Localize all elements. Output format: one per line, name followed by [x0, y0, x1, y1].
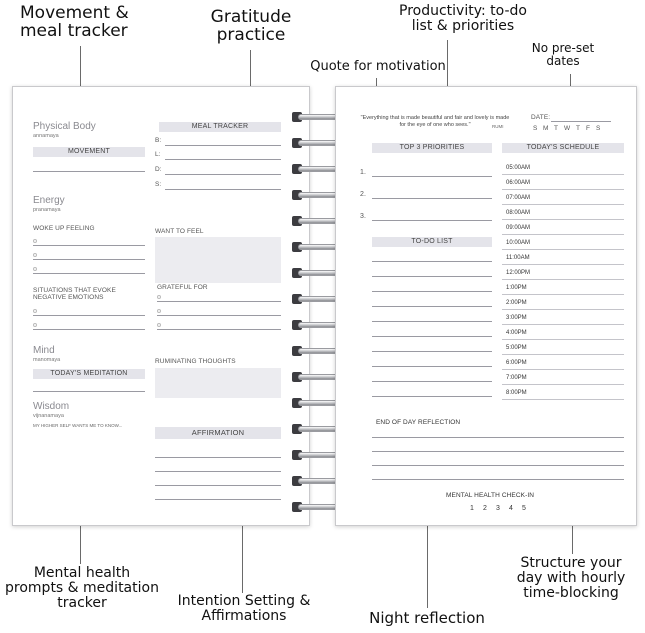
hour-label: 2:00PM: [506, 300, 527, 306]
meditation-header: TODAY'S MEDITATION: [33, 369, 145, 379]
woke-up-bullet: [33, 253, 37, 257]
ruminating-label: RUMINATING THOUGHTS: [155, 358, 236, 365]
quote-author: RUMI: [492, 124, 504, 129]
ruminating-box: [155, 368, 281, 398]
hour-line: [502, 174, 624, 175]
date-label: DATE:: [531, 114, 551, 121]
todo-line: [372, 291, 492, 292]
hour-label: 11:00AM: [506, 255, 530, 261]
callout-productivity: Productivity: to-do list & priorities: [399, 3, 527, 35]
negative-situations-label: SITUATIONS THAT EVOKE NEGATIVE EMOTIONS: [33, 287, 116, 301]
hour-line: [502, 204, 624, 205]
todo-list-header: TO-DO LIST: [372, 237, 492, 247]
todo-line: [372, 321, 492, 322]
priority-line: [372, 220, 492, 221]
reflection-line: [372, 451, 624, 452]
hour-label: 05:00AM: [506, 165, 531, 171]
meal-line: [165, 174, 281, 175]
affirmation-line: [155, 457, 281, 458]
date-line: [551, 121, 611, 122]
affirmation-line: [155, 499, 281, 500]
want-to-feel-label: WANT TO FEEL: [155, 228, 204, 235]
weekday-s: S: [596, 125, 601, 132]
left-page: [12, 86, 310, 526]
affirmation-header: AFFIRMATION: [155, 427, 281, 439]
motivation-quote: "Everything that is made beautiful and fair and lovely is made for the eye of one who sees.": [360, 115, 510, 128]
checkin-scale-3[interactable]: 3: [496, 505, 500, 512]
hour-line: [502, 234, 624, 235]
hour-line: [502, 399, 624, 400]
grateful-line: [157, 301, 281, 302]
end-of-day-reflection-label: END OF DAY REFLECTION: [376, 419, 461, 426]
higher-self-label: MY HIGHER SELF WANTS ME TO KNOW...: [33, 423, 123, 428]
checkin-scale-1[interactable]: 1: [470, 505, 474, 512]
affirmation-line: [155, 485, 281, 486]
woke-up-bullet: [33, 239, 37, 243]
hour-line: [502, 264, 624, 265]
priority-1-label: 1.: [360, 169, 367, 176]
hour-label: 10:00AM: [506, 240, 531, 246]
hour-line: [502, 324, 624, 325]
mind-title: Mind: [33, 345, 55, 356]
weekday-s: S: [533, 125, 538, 132]
meal-line: [165, 159, 281, 160]
situations-bullet: [33, 309, 37, 313]
grateful-bullet: [157, 295, 161, 299]
hour-line: [502, 219, 624, 220]
callout-intention-affirmations: Intention Setting & Affirmations: [177, 593, 311, 625]
wisdom-subtitle: vijnanamaya: [33, 413, 64, 419]
woke-up-line: [33, 259, 145, 260]
hour-line: [502, 189, 624, 190]
hour-label: 12:00PM: [506, 270, 531, 276]
situations-line: [33, 315, 145, 316]
movement-line: [33, 171, 145, 172]
grateful-line: [157, 315, 281, 316]
planner-spread: [12, 86, 637, 526]
hour-label: 4:00PM: [506, 330, 527, 336]
hour-label: 07:00AM: [506, 195, 531, 201]
hour-label: 6:00PM: [506, 360, 527, 366]
hour-label: 1:00PM: [506, 285, 527, 291]
hour-line: [502, 339, 624, 340]
callout-mental-health: Mental health prompts & meditation tracker: [5, 565, 159, 612]
hour-line: [502, 309, 624, 310]
priority-line: [372, 198, 492, 199]
hour-label: 06:00AM: [506, 180, 531, 186]
mind-subtitle: manomaya: [33, 357, 61, 363]
todo-line: [372, 336, 492, 337]
todo-line: [372, 306, 492, 307]
hour-label: 5:00PM: [506, 345, 527, 351]
mental-health-checkin-label: MENTAL HEALTH CHECK-IN: [446, 492, 535, 499]
todo-line: [372, 261, 492, 262]
grateful-bullet: [157, 323, 161, 327]
physical-body-title: Physical Body: [33, 121, 96, 132]
reflection-line: [372, 479, 624, 480]
weekday-w: W: [564, 125, 571, 132]
weekday-t: T: [576, 125, 581, 132]
todo-line: [372, 381, 492, 382]
grateful-bullet: [157, 309, 161, 313]
meal-line: [165, 189, 281, 190]
situations-line: [33, 329, 145, 330]
hour-label: 09:00AM: [506, 225, 531, 231]
callout-structure-day: Structure your day with hourly time-blocking: [516, 555, 626, 602]
callout-quote-motivation: Quote for motivation: [310, 59, 446, 74]
grateful-line: [157, 329, 281, 330]
weekday-t: T: [554, 125, 559, 132]
hour-line: [502, 369, 624, 370]
grateful-for-label: GRATEFUL FOR: [157, 284, 208, 291]
hour-line: [502, 294, 624, 295]
callout-gratitude-practice: Gratitude practice: [210, 7, 292, 46]
energy-title: Energy: [33, 195, 65, 206]
want-to-feel-box: [155, 237, 281, 283]
reflection-line: [372, 465, 624, 466]
affirmation-line: [155, 471, 281, 472]
energy-subtitle: pranamaya: [33, 207, 61, 213]
priority-2-label: 2.: [360, 191, 367, 198]
callout-night-reflection: Night reflection: [369, 609, 485, 627]
hour-line: [502, 249, 624, 250]
todo-line: [372, 351, 492, 352]
woke-up-bullet: [33, 267, 37, 271]
woke-up-line: [33, 273, 145, 274]
hour-label: 7:00PM: [506, 375, 527, 381]
meal-breakfast-label: B:: [155, 137, 162, 144]
movement-header: MOVEMENT: [33, 147, 145, 157]
checkin-scale-2[interactable]: 2: [483, 505, 487, 512]
right-page: [335, 86, 637, 526]
physical-body-subtitle: annamaya: [33, 133, 59, 139]
priority-line: [372, 176, 492, 177]
woke-up-line: [33, 245, 145, 246]
callout-no-preset-dates: No pre-set dates: [531, 41, 595, 68]
todo-line: [372, 396, 492, 397]
meal-tracker-header: MEAL TRACKER: [159, 122, 281, 132]
todo-line: [372, 366, 492, 367]
hour-line: [502, 384, 624, 385]
leader-line-intention: [242, 525, 243, 593]
hour-label: 3:00PM: [506, 315, 527, 321]
priority-3-label: 3.: [360, 213, 367, 220]
weekday-f: F: [586, 125, 591, 132]
wisdom-title: Wisdom: [33, 401, 70, 412]
meal-lunch-label: L:: [155, 151, 161, 158]
woke-up-feeling-label: WOKE UP FEELING: [33, 225, 95, 232]
meal-line: [165, 145, 281, 146]
meditation-line: [33, 391, 145, 392]
reflection-line: [372, 437, 624, 438]
meal-snack-label: S:: [155, 181, 162, 188]
hour-line: [502, 279, 624, 280]
top-3-priorities-header: TOP 3 PRIORITIES: [372, 143, 492, 153]
checkin-scale-5[interactable]: 5: [522, 505, 526, 512]
meal-dinner-label: D:: [155, 166, 162, 173]
todays-schedule-header: TODAY'S SCHEDULE: [502, 143, 624, 153]
callout-movement-meal-tracker: Movement & meal tracker: [20, 3, 129, 42]
hour-line: [502, 354, 624, 355]
todo-line: [372, 276, 492, 277]
checkin-scale-4[interactable]: 4: [509, 505, 513, 512]
hour-label: 8:00PM: [506, 390, 527, 396]
hour-label: 08:00AM: [506, 210, 531, 216]
weekday-m: M: [543, 125, 549, 132]
situations-bullet: [33, 323, 37, 327]
